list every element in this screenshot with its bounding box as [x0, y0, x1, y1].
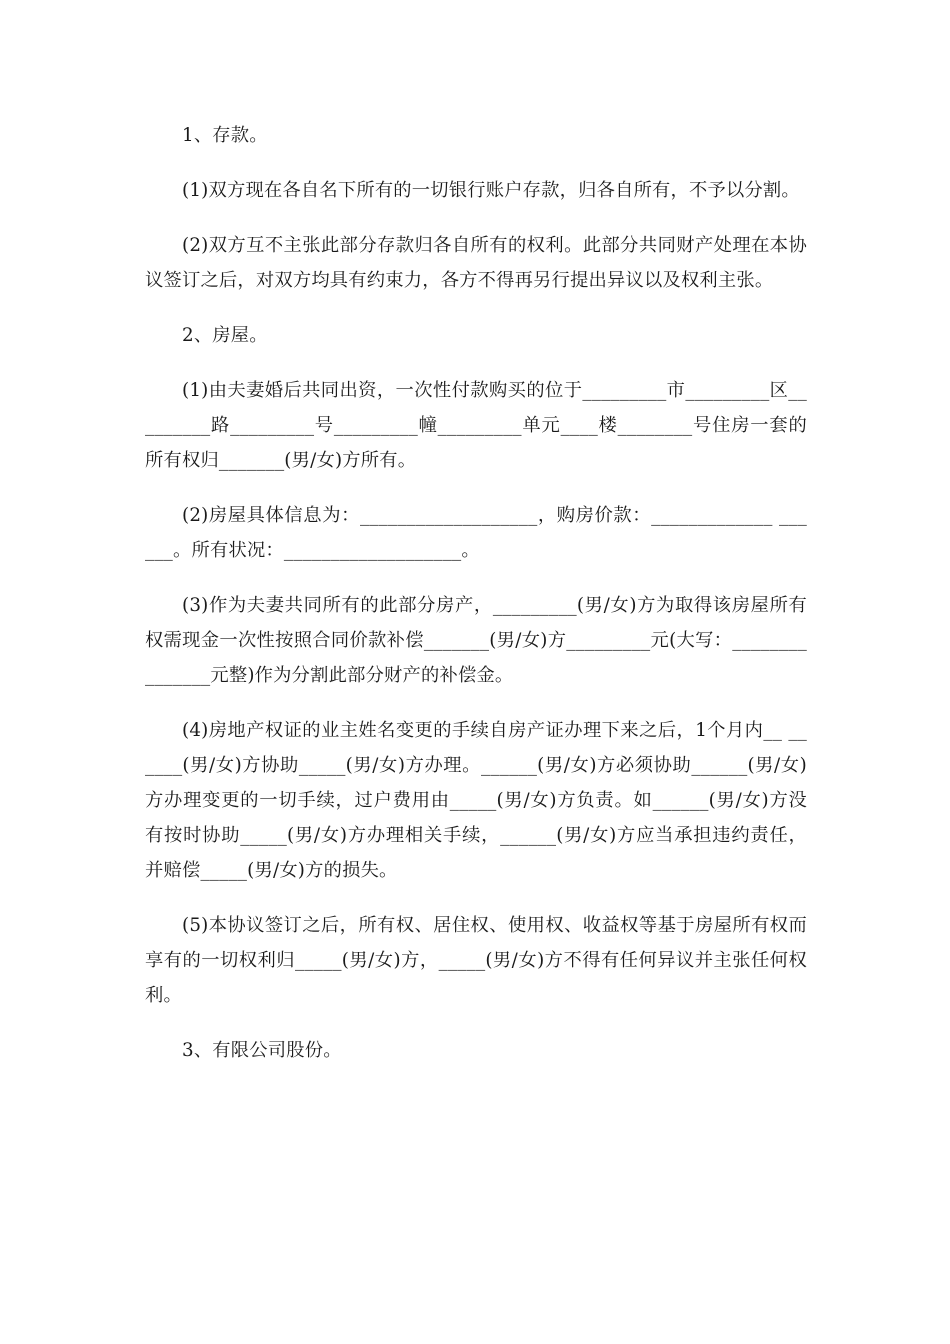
clause-house-4: (4)房地产权证的业主姓名变更的手续自房产证办理下来之后，1个月内__ ______(男/女)方协助_____(男/女)方办理。______(男/女)方必须协助______(男/女)方办理变更的一切手续，过户费用由_____(男/女)方负责。如______(男/女)方没有按时协助_____(男/女)方办理相关手续，______(男/女)方应当承担违约责任，并赔偿_____(男/女)方的损失。	[145, 720, 807, 881]
section-heading-house: 2、房屋。	[182, 325, 268, 346]
clause-house-2: (2)房屋具体信息为：___________________，购房价款：_____________ ______。所有状况：___________________。	[145, 505, 807, 561]
clause-house-3: (3)作为夫妻共同所有的此部分房产，_________(男/女)方为取得该房屋所有权需现金一次性按照合同价款补偿_______(男/女)方_________元(大写：_______________元整)作为分割此部分财产的补偿金。	[145, 595, 807, 686]
clause-house-1: (1)由夫妻婚后共同出资，一次性付款购买的位于_________市_________区_________路_________号_________幢_________单元____楼________号住房一套的所有权归_______(男/女)方所有。	[145, 380, 807, 471]
section-heading-company-shares: 3、有限公司股份。	[182, 1040, 342, 1061]
document-body	[145, 118, 807, 1068]
section-heading-deposits: 1、存款。	[182, 125, 268, 146]
clause-house-5: (5)本协议签订之后，所有权、居住权、使用权、收益权等基于房屋所有权而享有的一切权利归_____(男/女)方，_____(男/女)方不得有任何异议并主张任何权利。	[145, 915, 807, 1006]
clause-deposits-1: (1)双方现在各自名下所有的一切银行账户存款，归各自所有，不予以分割。	[182, 180, 800, 201]
clause-deposits-2: (2)双方互不主张此部分存款归各自所有的权利。此部分共同财产处理在本协议签订之后，对双方均具有约束力，各方不得再另行提出异议以及权利主张。	[145, 235, 807, 291]
